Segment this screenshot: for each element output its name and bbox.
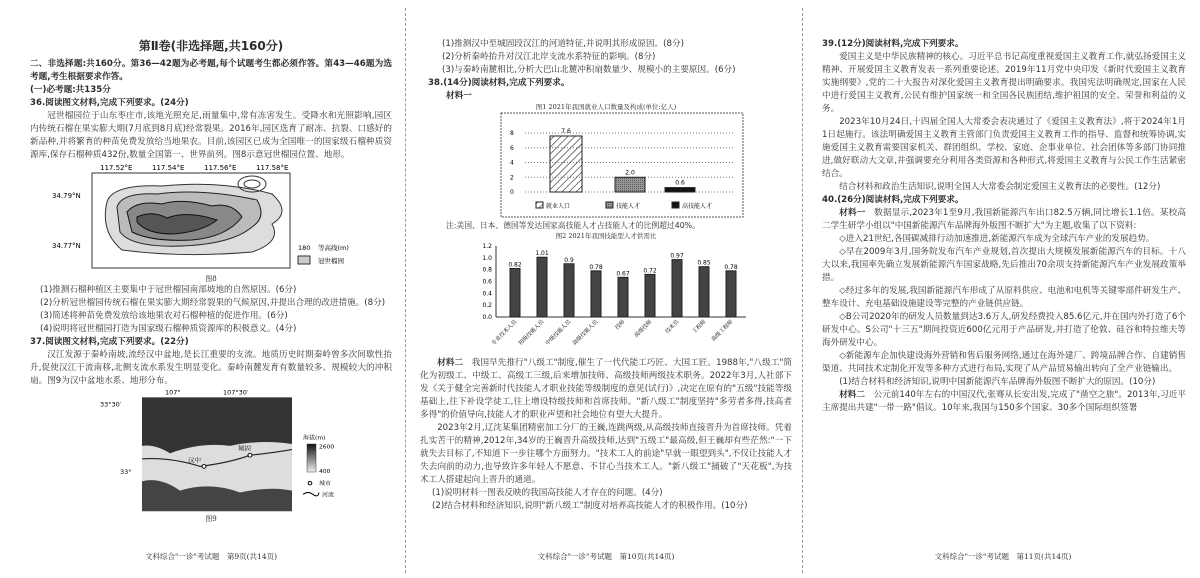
y-tick-label: 0: [510, 189, 514, 196]
bar-技能人才: [615, 177, 645, 192]
data-label: 1.01: [535, 250, 549, 258]
bar-中级技能人员: [564, 264, 574, 317]
chart-1-note: 注:美国、日本、德国等发达国家高技能人才占技能人才的比例超过40%。: [446, 221, 700, 230]
q37-question-3: (3)与秦岭南麓相比,分析大巴山北麓冲积扇数量少、规模小的主要原因。(6分): [442, 65, 736, 75]
y-tick-label: 6: [510, 144, 514, 152]
q37-question-1: (1)推测汉中至城固段汉江的河道特征,并说明其形成原因。(8分): [442, 39, 684, 49]
material-2-paragraph-2: 2023年2月,辽沈某集团精密加工分厂的王巍,连跳两级,从高级技师直接晋升为首席技师。凭着扎实苦干的精神,2012年,34岁的王巍晋升高级技师,达到"五级工"最高级,但王巍却有些茫然:"一下就失去目标了,不知道下一步往哪个方面努力。"技术工人的前途"早就一眼望到头",不仅让技能人才失去向前的动力,也导致许多年轻人不愿意、不甘心当技术工人。"新八级工"捅破了"天花板",为技术工人搭建起向上晋升的通道。: [420, 423, 792, 485]
data-label: 0.97: [670, 252, 684, 260]
q40-stem: 40.(26分)阅读材料,完成下列要求。: [822, 195, 964, 205]
q36-question-2: (2)分析冠世榴园传统石榴在果实膨大期经常裂果的气候原因,并提出合理的改进措施。(8分): [40, 298, 386, 308]
x-tick-label: 技师: [614, 319, 627, 332]
section-intro: 二、非选择题:共160分。第36—42题为必考题,每个试题考生都必须作答。第43—46题为选考题,考生根据要求作答。: [30, 59, 392, 82]
material-2-paragraph: 我国早先推行"八级工"制度,催生了一代代能工巧匠、大国工匠。1988年,"八级工"简化为初级工、中级工、高级工三级,后来增加技师、高级技师两级技术职务。2022年3月,人社部下发《关于健全完善新时代技能人才职业技能等级制度的意见(试行)》,决定在原有的"五级"技能等级基础上,往下补设学徒工,往上增设特级技师和首席技师。"新八级工"制度坚持"多劳者多得,技高者多得"的价值导向,技能人才的职业声望和社会地位有望大大提升。: [420, 358, 792, 420]
q40-material-1-label: 材料一: [839, 208, 866, 218]
bar-技术员: [672, 260, 682, 317]
legend-label: 高技能人才: [682, 203, 713, 210]
lon-label: 107°30′: [223, 389, 249, 397]
q37-stem: 37.阅读图文材料,完成下列要求。(22分): [30, 337, 189, 347]
q38-question-1: (1)说明材料一图表反映的我国高技能人才存在的问题。(4分): [432, 488, 663, 498]
bullet-item: ◇经过多年的发展,我国新能源汽车形成了从原料供应、电池和电机等关键零部件研发生产、整车设计、充电基础设施建设等完整的产业链供应链。: [822, 286, 1186, 309]
bar-高级技能人员: [591, 271, 601, 317]
lon-label: 117.52°E: [100, 164, 133, 172]
x-tick-label: 高级技能人员: [571, 319, 600, 347]
y-tick-label: 0.4: [482, 290, 492, 298]
bar-就业人口: [550, 136, 582, 192]
page-divider: [802, 8, 803, 573]
contour-legend-value: 180: [298, 244, 311, 252]
lon-label: 117.58°E: [256, 164, 289, 172]
q40-material-2-text: 公元前140年左右的中国汉代,张骞从长安出发,完成了"凿空之旅"。2013年,习近平主席提出共建"一带一路"倡议。10年来,我国与150多个国家、30多个国际组织签署: [822, 390, 1186, 413]
y-tick-label: 0.8: [482, 266, 492, 274]
chart-1: [500, 112, 746, 220]
material-1-label: 材料一: [446, 91, 472, 101]
q40-material-1: [822, 207, 1186, 233]
page-11: [814, 0, 1192, 578]
q39-question: 结合材料和政治生活知识,说明全国人大常委会制定爱国主义教育法的必要性。(12分): [839, 182, 1161, 192]
q36-question-3: (3)简述将种苗免费发放给该地果农对石榴种植的促进作用。(6分): [40, 311, 288, 321]
figure-8-map: [52, 162, 392, 274]
data-label: 0.6: [675, 179, 685, 187]
x-tick-label: 初级技能人员: [517, 319, 546, 347]
q40-bullets: [822, 233, 1186, 415]
y-tick-label: 2: [510, 174, 514, 182]
legend-label: 就业人口: [546, 203, 571, 210]
city-label: 汉中: [188, 457, 201, 465]
data-label: 0.9: [564, 256, 574, 264]
q40-material-2-label: 材料二: [839, 390, 865, 400]
legend-swatch: [672, 202, 679, 208]
legend-label: 技能人才: [616, 203, 641, 210]
data-label: 0.72: [643, 267, 657, 275]
q36-material: 冠世榴园位于山东枣庄市,该地光照充足,雨量集中,常有冻害发生。受降水和光照影响,园区内传统石榴在果实膨大期(7月底到8月底)经常裂果。2016年,园区选育了耐冻、抗裂、口感好的新品种,并将繁育的种苗免费发放给当地果农。目前,该园区已成为全国唯一的国家级石榴种质资源库,保存石榴种质432份,数量全国第一、世界前列。图8示意冠世榴园位置、地形。: [30, 111, 392, 160]
x-tick-label: 专业技术人员: [490, 319, 519, 347]
contour-legend-label: 等高线(m): [318, 244, 349, 252]
city-legend: 城市: [319, 481, 332, 487]
x-tick-label: 工程师: [691, 319, 708, 336]
y-tick-label: 4: [510, 159, 514, 167]
lat-label: 33°30′: [100, 401, 122, 409]
elevation-legend-title: 海拔(m): [303, 435, 326, 442]
lon-label: 117.56°E: [204, 164, 237, 172]
q36-question-4: (4)说明将冠世榴园打造为国家级石榴种质资源库的积极意义。(4分): [40, 324, 297, 334]
orchard-legend-label: 冠世榴园: [318, 257, 344, 265]
bullet-item: ◇新能源车企加快建设海外营销和售后服务网络,通过在海外建厂、跨境品牌合作、自建销售渠道、共同技术定制化开发等多种方式进行布局,实现了从产品贸易输出转向了全产业链输出。: [822, 351, 1186, 374]
figure-9-map: [100, 388, 360, 514]
data-label: 2.0: [625, 169, 635, 177]
bullet-item: ◇B公司2020年的研发人员数量到达3.6万人,研发经费投入85.6亿元,并在国内外打造了6个研发中心。S公司"十三五"期间投资近600亿元用于产品研发,并打造了伦敦、硅谷和特拉维夫等海外研发中心。: [822, 312, 1186, 348]
q38-question-2: (2)结合材料和经济知识,说明"新八级工"制度对培养高技能人才的积极作用。(10分): [432, 501, 748, 511]
data-label: 0.78: [589, 263, 603, 271]
y-tick-label: 0.2: [482, 302, 492, 310]
x-tick-label: 技术员: [664, 319, 681, 336]
y-tick-label: 0.6: [482, 278, 492, 286]
bar-高级技师: [645, 274, 655, 317]
q40-material-1-text: 数据显示,2023年1至9月,我国新能源汽车出口82.5万辆,同比增长1.1倍。某校高二学生研学小组以"中国新能源汽车品牌海外版图不断扩大"为主题,收集了以下资料:: [822, 208, 1186, 231]
chart-2: [458, 241, 758, 357]
data-label: 7.6: [561, 128, 571, 135]
bar-高技能人才: [665, 188, 695, 192]
lon-label: 107°: [165, 389, 181, 397]
data-label: 0.85: [697, 259, 711, 267]
q39-material-1: 爱国主义是中华民族精神的核心。习近平总书记高度重视爱国主义教育工作,就弘扬爱国主义精神、开展爱国主义教育发表一系列重要论述。2019年11月党中央印发《新时代爱国主义教育实施纲要》,党的二十大报告对深化爱国主义教育提出明确要求。我国宪法明确规定,国家在人民中进行爱国主义教育,公民有维护国家统一和全国各民族团结,维护祖国的安全、荣誉和利益的义务。: [822, 52, 1186, 114]
river-legend: 河流: [322, 492, 335, 499]
y-tick-label: 8: [510, 130, 514, 138]
chart-2-title: 图2 2021年我国技能型人才供需比: [555, 232, 657, 240]
elevation-max: 2600: [319, 444, 335, 451]
data-label: 0.78: [724, 263, 738, 271]
bar-初级技能人员: [537, 257, 547, 317]
lat-label: 33°: [120, 469, 132, 476]
data-label: 0.67: [616, 270, 630, 278]
material-2: [420, 357, 792, 422]
page-10: [416, 0, 796, 578]
material-2-label: 材料二: [437, 358, 464, 368]
q36-questions: [30, 284, 392, 336]
lat-label: 34.79°N: [52, 192, 81, 200]
x-tick-label: 高级工程师: [710, 319, 735, 343]
q38-questions: [420, 487, 792, 513]
bar-高级工程师: [726, 271, 736, 317]
page-footer: 文科综合"一诊"考试题 第10页(共14页): [537, 552, 675, 561]
chart-1-title: 图1 2021年我国就业人口数量及构成(单位:亿人): [535, 103, 677, 111]
q36-question-1: (1)推测石榴种植区主要集中于冠世榴园南部坡地的自然原因。(6分): [40, 285, 297, 295]
bullet-item: ◇进入21世纪,各国碳减排行动加速推进,新能源汽车成为全球汽车产业的发展趋势。: [839, 234, 1155, 244]
y-tick-label: 0.0: [482, 314, 492, 321]
subsection: (一)必考题:共135分: [30, 85, 111, 95]
page-9: [22, 0, 400, 578]
elevation-min: 400: [319, 469, 331, 475]
lon-label: 117.54°E: [152, 164, 185, 172]
chart-frame: [501, 113, 743, 217]
q40-question-1: (1)结合材料和经济知识,说明中国新能源汽车品牌海外版图不断扩大的原因。(10分): [839, 377, 1156, 387]
q37-material: 汉江发源于秦岭南坡,流经汉中盆地,是长江重要的支流。地质历史时期秦岭曾多次间歇性抬升,促使汉江干流南移,北侧支流水系发生明显变化。秦岭南麓发育有数量较多、规模较大的冲积扇。图9为汉中盆地水系、地形分布。: [30, 350, 392, 386]
q37-questions: [420, 38, 792, 77]
bar-工程师: [699, 267, 709, 317]
q38-stem: 38.(14分)阅读材料,完成下列要求。: [428, 78, 570, 88]
x-tick-label: 高级技师: [633, 319, 654, 339]
y-tick-label: 1.0: [482, 254, 492, 262]
figure-8-caption: 图8: [205, 275, 217, 283]
city-label: 城固: [238, 445, 251, 453]
x-tick-label: 中级技能人员: [544, 319, 573, 347]
q39-material-2: 2023年10月24日,十四届全国人大常委会表决通过了《爱国主义教育法》,将于2024年1月1日起施行。该法明确爱国主义教育主管部门负责爱国主义教育工作的指导、监督和统筹协调,实施爱国主义教育需要国家机关、群团组织、学校、家庭、企事业单位、社会团体等多部门协同推进,做好联动大文章,并强调要充分利用各类资源和各种形式,将爱国主义教育与公民工作生活紧密结合。: [822, 117, 1186, 179]
legend-swatch: [536, 202, 543, 208]
lat-label: 34.77°N: [52, 242, 81, 250]
bar-专业技术人员: [510, 268, 520, 317]
bar-技师: [618, 277, 628, 317]
bullet-item: ◇早在2009年3月,国务院发布汽车产业规划,首次提出大规模发展新能源汽车的目标。十八大以来,我国率先确立发展新能源汽车国家战略,先后推出70余项支持新能源汽车产业发展政策举措。: [822, 247, 1186, 283]
q37-question-2: (2)分析秦岭抬升对汉江北岸支流水系特征的影响。(8分): [442, 52, 656, 62]
data-label: 0.82: [508, 261, 522, 269]
legend-swatch: [606, 202, 613, 208]
page-divider: [405, 8, 406, 573]
q36-stem: 36.阅读图文材料,完成下列要求。(24分): [30, 98, 189, 108]
y-tick-label: 1.2: [482, 243, 492, 250]
page-footer: 文科综合"一诊"考试题 第9页(共14页): [144, 552, 278, 561]
q39-stem: 39.(12分)阅读材料,完成下列要求。: [822, 39, 964, 49]
page-footer: 文科综合"一诊"考试题 第11页(共14页): [934, 552, 1072, 561]
part-title: 第Ⅱ卷(非选择题,共160分): [138, 39, 284, 53]
figure-9-caption: 图9: [205, 515, 217, 523]
